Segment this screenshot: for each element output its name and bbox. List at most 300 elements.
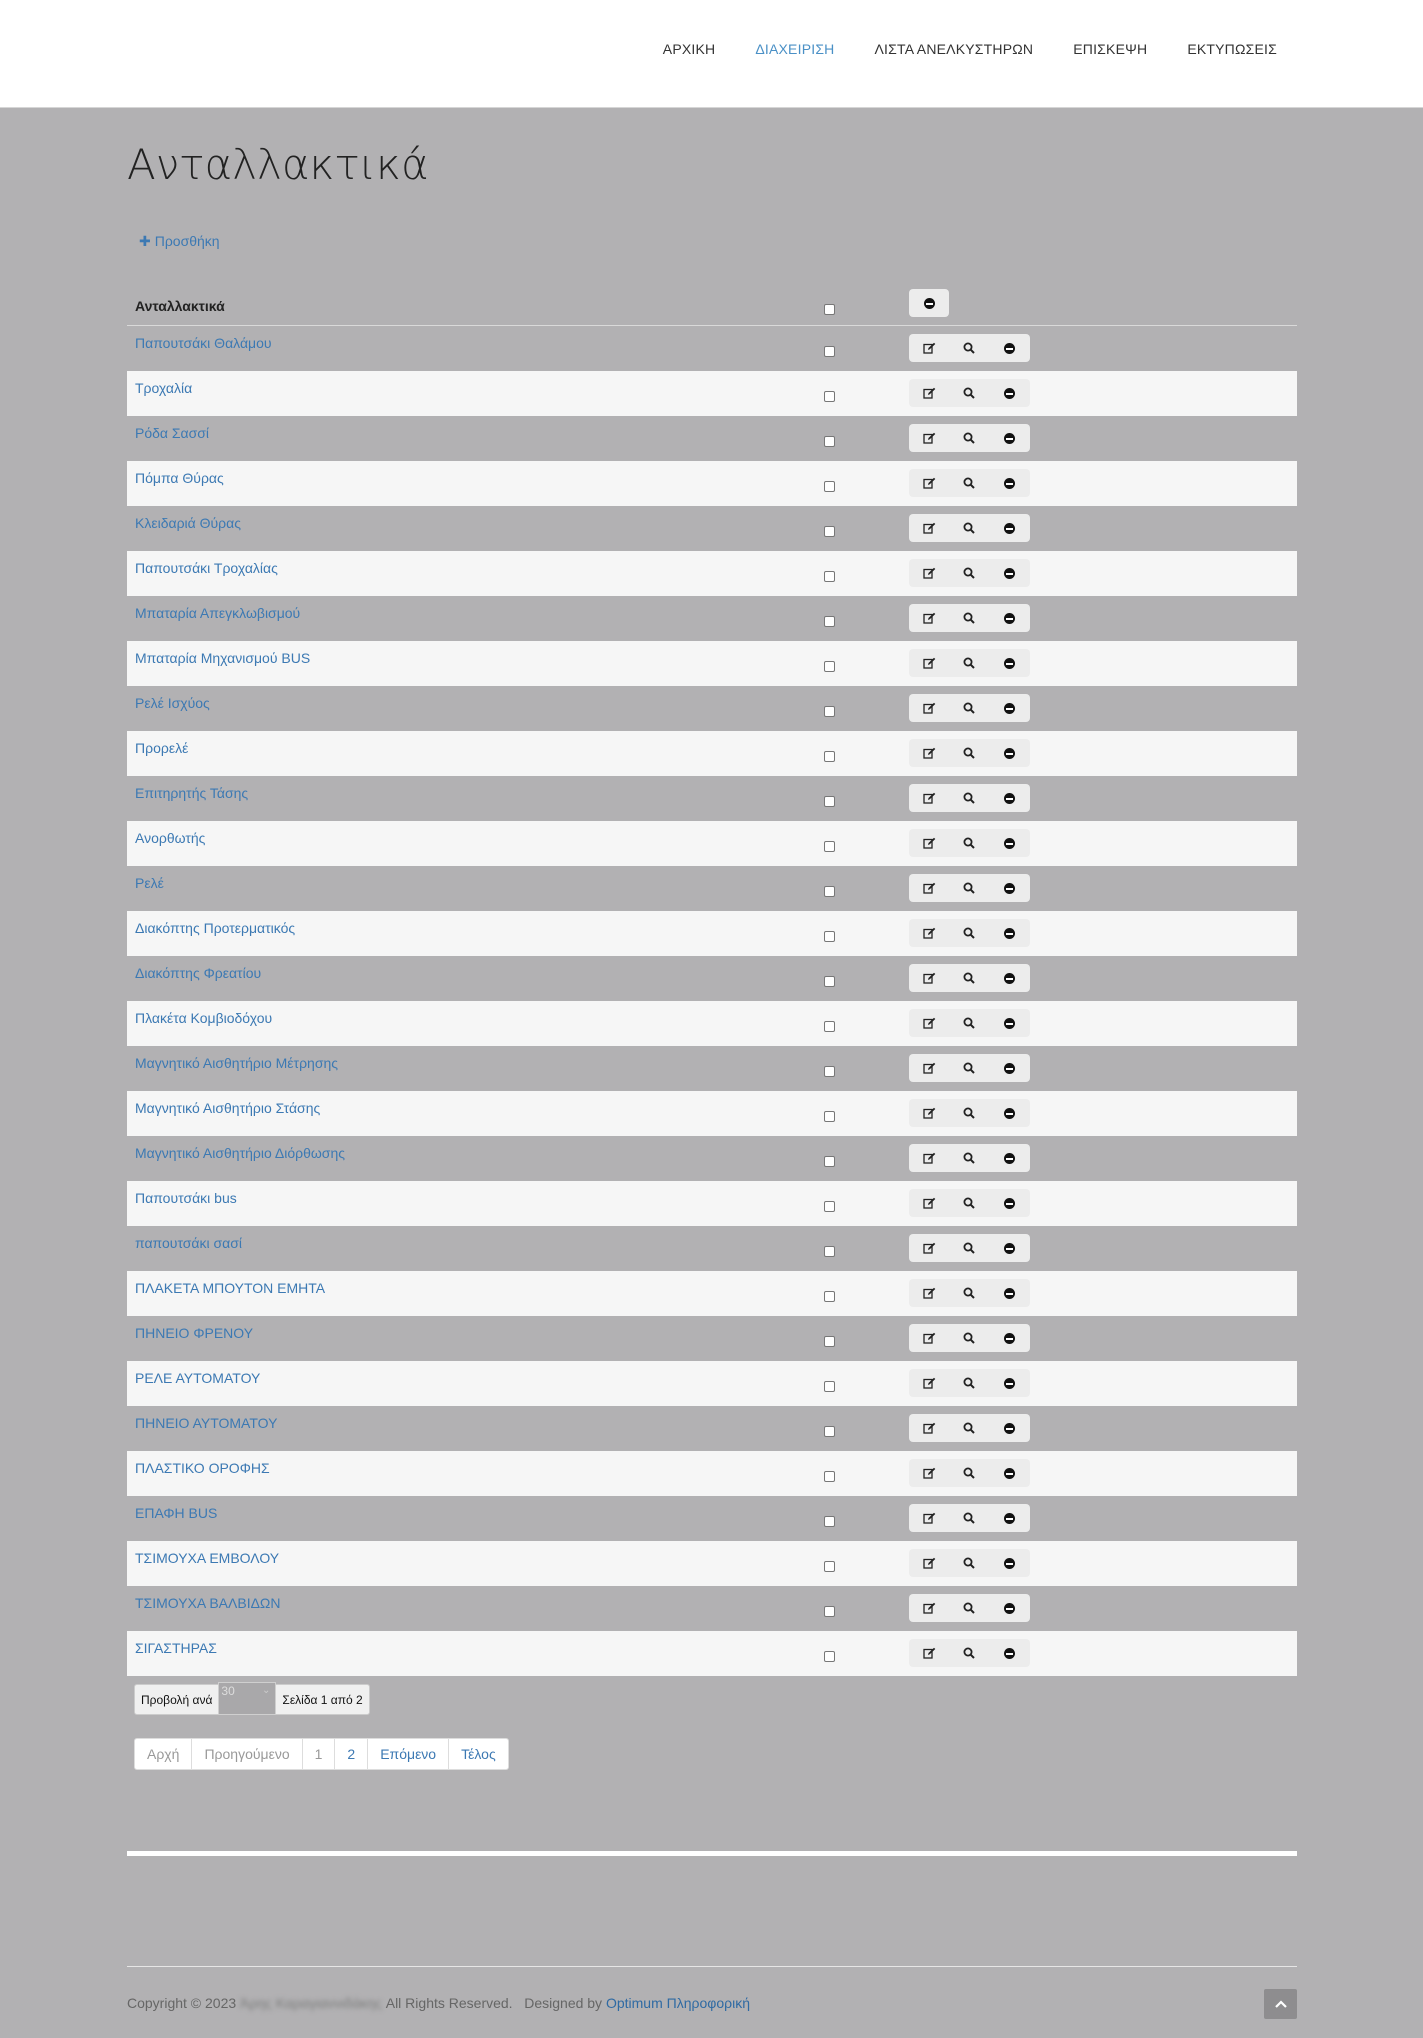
delete-button[interactable] — [990, 829, 1030, 857]
edit-icon — [923, 1512, 936, 1524]
view-button[interactable] — [949, 514, 989, 542]
edit-button[interactable] — [909, 1279, 949, 1307]
part-name-link[interactable]: Μπαταρία Απεγκλωβισμού — [135, 605, 301, 621]
view-button[interactable] — [949, 694, 989, 722]
minus-circle-icon — [1004, 388, 1015, 399]
table-row — [127, 1586, 1297, 1631]
minus-circle-icon — [1004, 1153, 1015, 1164]
edit-button[interactable] — [909, 424, 949, 452]
delete-button[interactable] — [990, 604, 1030, 632]
search-icon — [963, 1197, 975, 1209]
row-actions — [909, 1234, 1030, 1262]
part-name-link[interactable]: Μπαταρία Μηχανισμού BUS — [135, 650, 311, 666]
search-icon — [963, 1512, 975, 1524]
row-actions — [909, 334, 1030, 362]
nav-item-management[interactable]: ΔΙΑΧΕΙΡΙΣΗ — [755, 41, 835, 57]
search-icon — [963, 567, 975, 579]
edit-icon — [923, 612, 936, 624]
row-actions — [909, 1099, 1030, 1127]
edit-button[interactable] — [909, 334, 949, 362]
delete-button[interactable] — [990, 1234, 1030, 1262]
view-button[interactable] — [949, 1594, 989, 1622]
part-name-link[interactable]: παπουτσάκι σασί — [135, 1235, 243, 1251]
minus-circle-icon — [1004, 973, 1015, 984]
view-button[interactable] — [949, 1189, 989, 1217]
search-icon — [963, 747, 975, 759]
edit-button[interactable] — [909, 1369, 949, 1397]
table-row — [127, 731, 1297, 776]
row-checkbox[interactable] — [824, 1426, 835, 1437]
delete-button[interactable] — [990, 739, 1030, 767]
minus-circle-icon — [1004, 703, 1015, 714]
edit-icon — [923, 1107, 936, 1119]
view-button[interactable] — [949, 1144, 989, 1172]
edit-icon — [923, 747, 936, 759]
page-2[interactable]: 2 — [335, 1739, 368, 1769]
view-button[interactable] — [949, 1414, 989, 1442]
delete-button[interactable] — [990, 1639, 1030, 1667]
delete-button[interactable] — [990, 1009, 1030, 1037]
table-row — [127, 1496, 1297, 1541]
table-row — [127, 1541, 1297, 1586]
table-row — [127, 1136, 1297, 1181]
minus-circle-icon — [1004, 1108, 1015, 1119]
edit-button[interactable] — [909, 739, 949, 767]
table-row — [127, 866, 1297, 911]
row-checkbox[interactable] — [824, 1561, 835, 1572]
delete-button[interactable] — [990, 1279, 1030, 1307]
part-name-link[interactable]: Παπουτσάκι Τροχαλίας — [135, 560, 278, 576]
page-first[interactable]: Αρχή — [135, 1739, 192, 1769]
row-actions — [909, 1549, 1030, 1577]
view-button[interactable] — [949, 559, 989, 587]
minus-circle-icon — [1004, 523, 1015, 534]
view-button[interactable] — [949, 1504, 989, 1532]
search-icon — [963, 477, 975, 489]
edit-icon — [923, 1557, 936, 1569]
search-icon — [963, 1107, 975, 1119]
part-name-link[interactable]: Κλειδαριά Θύρας — [135, 515, 241, 531]
part-name-link[interactable]: Τροχαλία — [135, 380, 193, 396]
search-icon — [963, 702, 975, 714]
top-navbar — [0, 0, 1423, 108]
row-actions — [909, 604, 1030, 632]
edit-button[interactable] — [909, 1549, 949, 1577]
minus-circle-icon — [1004, 1468, 1015, 1479]
row-checkbox[interactable] — [824, 886, 835, 897]
delete-button[interactable] — [990, 379, 1030, 407]
row-checkbox[interactable] — [824, 571, 835, 582]
row-actions — [909, 1369, 1030, 1397]
row-checkbox[interactable] — [824, 436, 835, 447]
view-button[interactable] — [949, 1099, 989, 1127]
edit-button[interactable] — [909, 649, 949, 677]
view-button[interactable] — [949, 1234, 989, 1262]
minus-circle-icon — [1004, 1648, 1015, 1659]
rights-text: All Rights Reserved. — [385, 1995, 513, 2011]
minus-circle-icon — [1004, 1018, 1015, 1029]
footer-divider — [127, 1851, 1297, 1856]
minus-circle-icon — [1004, 1603, 1015, 1614]
row-actions — [909, 1009, 1030, 1037]
edit-button[interactable] — [909, 1594, 949, 1622]
minus-circle-icon — [1004, 1378, 1015, 1389]
edit-icon — [923, 1197, 936, 1209]
add-button[interactable] — [139, 233, 220, 250]
minus-circle-icon — [1004, 613, 1015, 624]
add-label: Προσθήκη — [154, 233, 220, 249]
row-actions — [909, 1594, 1030, 1622]
row-actions — [909, 694, 1030, 722]
edit-icon — [923, 1467, 936, 1479]
view-button[interactable] — [949, 379, 989, 407]
view-button[interactable] — [949, 1054, 989, 1082]
row-checkbox[interactable] — [824, 751, 835, 762]
table-row — [127, 821, 1297, 866]
minus-circle-icon — [1004, 658, 1015, 669]
row-actions — [909, 1459, 1030, 1487]
edit-icon — [923, 477, 936, 489]
row-actions — [909, 1279, 1030, 1307]
edit-button[interactable] — [909, 1324, 949, 1352]
select-all-checkbox[interactable] — [824, 304, 835, 315]
search-icon — [963, 522, 975, 534]
part-name-link[interactable]: ΣΙΓΑΣΤΗΡΑΣ — [135, 1640, 217, 1656]
part-name-link[interactable]: ΠΗΝΕΙΟ ΑΥΤΟΜΑΤΟΥ — [135, 1415, 278, 1431]
table-row — [127, 911, 1297, 956]
row-checkbox[interactable] — [824, 841, 835, 852]
part-name-link[interactable]: Πόμπα Θύρας — [135, 470, 224, 486]
minus-circle-icon — [1004, 1198, 1015, 1209]
delete-button[interactable] — [990, 919, 1030, 947]
edit-icon — [923, 1062, 936, 1074]
edit-button[interactable] — [909, 1639, 949, 1667]
part-name-link[interactable]: Παπουτσάκι Θαλάμου — [135, 335, 272, 351]
delete-button[interactable] — [990, 874, 1030, 902]
table-row — [127, 1001, 1297, 1046]
row-checkbox[interactable] — [824, 1201, 835, 1212]
delete-button[interactable] — [990, 1099, 1030, 1127]
part-name-link[interactable]: Διακόπτης Φρεατίου — [135, 965, 262, 981]
row-actions — [909, 514, 1030, 542]
row-checkbox[interactable] — [824, 1606, 835, 1617]
view-button[interactable] — [949, 1324, 989, 1352]
part-name-link[interactable]: Προρελέ — [135, 740, 189, 756]
table-row — [127, 1451, 1297, 1496]
row-actions — [909, 1639, 1030, 1667]
delete-button[interactable] — [990, 334, 1030, 362]
view-button[interactable] — [949, 739, 989, 767]
row-actions — [909, 874, 1030, 902]
table-row — [127, 1406, 1297, 1451]
table-row — [127, 1226, 1297, 1271]
nav-item-prints[interactable]: ΕΚΤΥΠΩΣΕΙΣ — [1187, 41, 1277, 57]
part-name-link[interactable]: ΤΣΙΜΟΥΧΑ ΕΜΒΟΛΟΥ — [135, 1550, 280, 1566]
delete-button[interactable] — [990, 1549, 1030, 1577]
row-actions — [909, 1324, 1030, 1352]
row-actions — [909, 1414, 1030, 1442]
edit-button[interactable] — [909, 1054, 949, 1082]
part-name-link[interactable]: ΠΗΝΕΙΟ ΦΡΕΝΟΥ — [135, 1325, 254, 1341]
edit-icon — [923, 1377, 936, 1389]
table-row — [127, 956, 1297, 1001]
delete-button[interactable] — [990, 1504, 1030, 1532]
row-checkbox[interactable] — [824, 1516, 835, 1527]
part-name-link[interactable]: Μαγνητικό Αισθητήριο Διόρθωσης — [135, 1145, 345, 1161]
part-name-link[interactable]: Μαγνητικό Αισθητήριο Μέτρησης — [135, 1055, 338, 1071]
page-next[interactable]: Επόμενο — [368, 1739, 449, 1769]
view-button[interactable] — [949, 1459, 989, 1487]
nav-item-visit[interactable]: ΕΠΙΣΚΕΨΗ — [1073, 41, 1148, 57]
table-body — [127, 326, 1297, 1676]
row-checkbox[interactable] — [824, 526, 835, 537]
row-checkbox[interactable] — [824, 1246, 835, 1257]
delete-button[interactable] — [990, 694, 1030, 722]
edit-button[interactable] — [909, 604, 949, 632]
table-row — [127, 1181, 1297, 1226]
row-checkbox[interactable] — [824, 1381, 835, 1392]
table-row — [127, 551, 1297, 596]
part-name-link[interactable]: Πλακέτα Κομβιοδόχου — [135, 1010, 273, 1026]
edit-button[interactable] — [909, 874, 949, 902]
edit-button[interactable] — [909, 1234, 949, 1262]
part-name-link[interactable]: ΕΠΑΦΗ BUS — [135, 1505, 218, 1521]
nav-item-elevator-list[interactable]: ΛΙΣΤΑ ΑΝΕΛΚΥΣΤΗΡΩΝ — [874, 41, 1034, 57]
edit-button[interactable] — [909, 1009, 949, 1037]
per-page-value: 30 — [221, 1683, 235, 1698]
view-button[interactable] — [949, 469, 989, 497]
minus-circle-icon — [1004, 1063, 1015, 1074]
view-button[interactable] — [949, 424, 989, 452]
table-row — [127, 776, 1297, 821]
delete-button[interactable] — [990, 1189, 1030, 1217]
row-actions — [909, 784, 1030, 812]
row-actions — [909, 1189, 1030, 1217]
search-icon — [963, 1287, 975, 1299]
delete-button[interactable] — [990, 1459, 1030, 1487]
search-icon — [963, 1242, 975, 1254]
view-button[interactable] — [949, 784, 989, 812]
search-icon — [963, 387, 975, 399]
delete-button[interactable] — [990, 1054, 1030, 1082]
row-checkbox[interactable] — [824, 1021, 835, 1032]
row-checkbox[interactable] — [824, 1156, 835, 1167]
delete-button[interactable] — [990, 649, 1030, 677]
row-actions — [909, 1504, 1030, 1532]
part-name-link[interactable]: ΠΛΑΚΕΤΑ ΜΠΟΥΤΟΝ ΕΜΗΤΑ — [135, 1280, 326, 1296]
edit-button[interactable] — [909, 964, 949, 992]
page-previous[interactable]: Προηγούμενο — [192, 1739, 302, 1769]
minus-circle-icon — [1004, 1243, 1015, 1254]
part-name-link[interactable]: Ρελέ Ισχύος — [135, 695, 210, 711]
delete-button[interactable] — [990, 964, 1030, 992]
view-button[interactable] — [949, 964, 989, 992]
table-row — [127, 1316, 1297, 1361]
row-actions — [909, 964, 1030, 992]
edit-button[interactable] — [909, 919, 949, 947]
delete-button[interactable] — [990, 1324, 1030, 1352]
edit-icon — [923, 792, 936, 804]
part-name-link[interactable]: ΡΕΛΕ ΑΥΤΟΜΑΤΟΥ — [135, 1370, 261, 1386]
edit-icon — [923, 1242, 936, 1254]
delete-button[interactable] — [990, 1594, 1030, 1622]
designer-link[interactable]: Optimum Πληροφορική — [605, 1995, 750, 2011]
table-header — [127, 287, 1297, 326]
row-checkbox[interactable] — [824, 661, 835, 672]
row-checkbox[interactable] — [824, 796, 835, 807]
chevron-up-icon — [1275, 2000, 1287, 2008]
page-info: Σελίδα 1 από 2 — [282, 1692, 363, 1707]
edit-icon — [923, 882, 936, 894]
spare-parts-table — [127, 287, 1297, 1676]
delete-button[interactable] — [990, 469, 1030, 497]
row-actions — [909, 469, 1030, 497]
minus-circle-icon — [1004, 1333, 1015, 1344]
bulk-delete-button[interactable] — [909, 289, 949, 317]
part-name-link[interactable]: Παπουτσάκι bus — [135, 1190, 237, 1206]
delete-button[interactable] — [990, 559, 1030, 587]
row-checkbox[interactable] — [824, 1471, 835, 1482]
page-last[interactable]: Τέλος — [461, 1746, 496, 1762]
edit-button[interactable] — [909, 1414, 949, 1442]
per-page-select[interactable] — [218, 1682, 276, 1715]
delete-button[interactable] — [990, 1144, 1030, 1172]
edit-button[interactable] — [909, 1459, 949, 1487]
row-checkbox[interactable] — [824, 391, 835, 402]
view-button[interactable] — [949, 829, 989, 857]
row-checkbox[interactable] — [824, 976, 835, 987]
table-row — [127, 686, 1297, 731]
edit-icon — [923, 522, 936, 534]
scroll-to-top-button[interactable] — [1264, 1989, 1297, 2019]
search-icon — [963, 1467, 975, 1479]
part-name-link[interactable]: Ρελέ — [135, 875, 164, 891]
search-icon — [963, 342, 975, 354]
part-name-link[interactable]: Διακόπτης Προτερματικός — [135, 920, 296, 936]
view-button[interactable] — [949, 649, 989, 677]
view-button[interactable] — [949, 334, 989, 362]
minus-circle-icon — [1004, 1513, 1015, 1524]
row-actions — [909, 379, 1030, 407]
search-icon — [963, 1647, 975, 1659]
view-button[interactable] — [949, 874, 989, 902]
edit-icon — [923, 702, 936, 714]
edit-button[interactable] — [909, 694, 949, 722]
part-name-link[interactable]: Επιτηρητής Τάσης — [135, 785, 249, 801]
row-actions — [909, 424, 1030, 452]
page-1[interactable]: 1 — [303, 1739, 336, 1769]
search-icon — [963, 1557, 975, 1569]
per-page-label: Προβολή ανά — [141, 1692, 213, 1707]
table-row — [127, 461, 1297, 506]
table-row — [127, 641, 1297, 686]
minus-circle-icon — [1004, 478, 1015, 489]
edit-button[interactable] — [909, 1144, 949, 1172]
edit-button[interactable] — [909, 379, 949, 407]
delete-button[interactable] — [990, 514, 1030, 542]
row-checkbox[interactable] — [824, 481, 835, 492]
nav-item-home[interactable]: ΑΡΧΙΚΗ — [662, 41, 716, 57]
row-checkbox[interactable] — [824, 346, 835, 357]
delete-button[interactable] — [990, 784, 1030, 812]
search-icon — [963, 612, 975, 624]
edit-icon — [923, 1647, 936, 1659]
view-button[interactable] — [949, 604, 989, 632]
view-button[interactable] — [949, 919, 989, 947]
row-checkbox[interactable] — [824, 1111, 835, 1122]
edit-button[interactable] — [909, 559, 949, 587]
view-button[interactable] — [949, 1279, 989, 1307]
copyright: Copyright © 2023 — [127, 1995, 237, 2011]
table-row — [127, 506, 1297, 551]
part-name-link[interactable]: Ανορθωτής — [135, 830, 206, 846]
edit-icon — [923, 1287, 936, 1299]
edit-icon — [923, 567, 936, 579]
delete-button[interactable] — [990, 1414, 1030, 1442]
edit-icon — [923, 1152, 936, 1164]
row-checkbox[interactable] — [824, 706, 835, 717]
row-actions — [909, 919, 1030, 947]
search-icon — [963, 1422, 975, 1434]
row-checkbox[interactable] — [824, 1651, 835, 1662]
per-page-control — [134, 1684, 370, 1715]
edit-icon — [923, 927, 936, 939]
minus-circle-icon — [1004, 568, 1015, 579]
edit-icon — [923, 657, 936, 669]
search-icon — [963, 1017, 975, 1029]
edit-button[interactable] — [909, 1504, 949, 1532]
view-button[interactable] — [949, 1009, 989, 1037]
chevron-down-icon: ⌄ — [262, 1684, 271, 1696]
edit-button[interactable] — [909, 1189, 949, 1217]
row-checkbox[interactable] — [824, 1066, 835, 1077]
copyright-owner: Άρης Καραγιαννιδάκης — [240, 1995, 382, 2011]
part-name-link[interactable]: Μαγνητικό Αισθητήριο Στάσης — [135, 1100, 321, 1116]
search-icon — [963, 927, 975, 939]
row-checkbox[interactable] — [824, 616, 835, 627]
row-checkbox[interactable] — [824, 1336, 835, 1347]
part-name-link[interactable]: ΠΛΑΣΤΙΚΟ ΟΡΟΦΗΣ — [135, 1460, 270, 1476]
row-checkbox[interactable] — [824, 931, 835, 942]
edit-button[interactable] — [909, 829, 949, 857]
search-icon — [963, 1062, 975, 1074]
minus-circle-icon — [1004, 838, 1015, 849]
column-header-name: Ανταλλακτικά — [135, 298, 225, 314]
edit-button[interactable] — [909, 1099, 949, 1127]
search-icon — [963, 1602, 975, 1614]
part-name-link[interactable]: ΤΣΙΜΟΥΧΑ ΒΑΛΒΙΔΩΝ — [135, 1595, 281, 1611]
row-actions — [909, 829, 1030, 857]
view-button[interactable] — [949, 1369, 989, 1397]
delete-button[interactable] — [990, 1369, 1030, 1397]
minus-circle-icon — [1004, 883, 1015, 894]
table-row — [127, 1361, 1297, 1406]
view-button[interactable] — [949, 1639, 989, 1667]
footer — [127, 1995, 750, 2011]
search-icon — [963, 972, 975, 984]
edit-button[interactable] — [909, 469, 949, 497]
delete-button[interactable] — [990, 424, 1030, 452]
view-button[interactable] — [949, 1549, 989, 1577]
page-title: Ανταλλακτικά — [127, 140, 429, 189]
edit-button[interactable] — [909, 784, 949, 812]
minus-circle-icon — [1004, 1288, 1015, 1299]
edit-icon — [923, 387, 936, 399]
edit-button[interactable] — [909, 514, 949, 542]
part-name-link[interactable]: Ρόδα Σασσί — [135, 425, 210, 441]
edit-icon — [923, 432, 936, 444]
row-checkbox[interactable] — [824, 1291, 835, 1302]
